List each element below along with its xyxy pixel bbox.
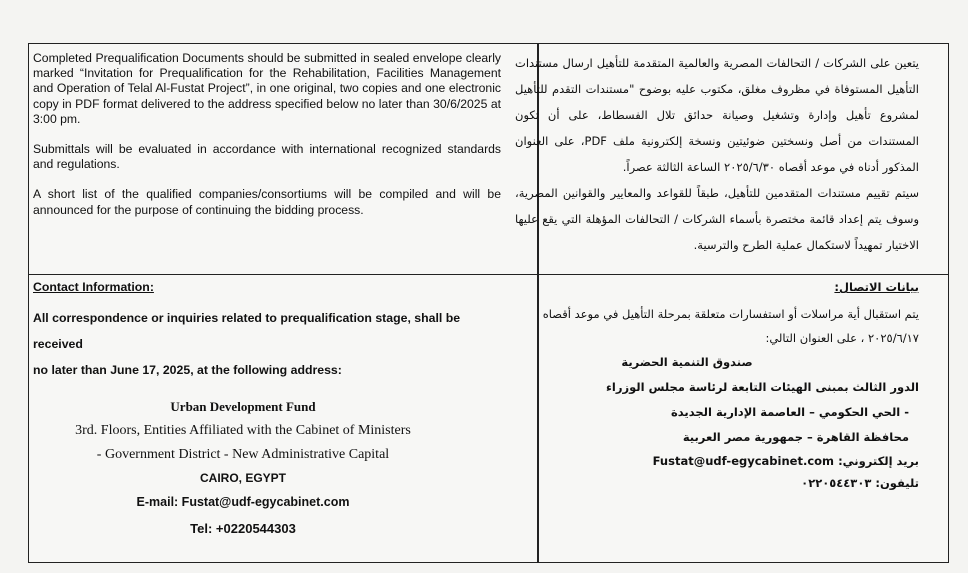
arabic-email-line <box>515 454 919 468</box>
arabic-email-address: Fustat@udf-egycabinet.com <box>652 454 835 468</box>
address-fund-name: Urban Development Fund <box>170 399 316 414</box>
arabic-address-district: - الحي الحكومي – العاصمة الإدارية الجديدة <box>671 405 909 419</box>
row-divider <box>29 274 948 275</box>
arabic-submission-cell <box>515 50 919 258</box>
english-address-block <box>33 399 453 536</box>
address-district: - Government District - New Administrative Capital <box>96 447 390 462</box>
english-contact-line-2: no later than June 17, 2025, at the following address: <box>33 363 342 377</box>
english-contact-heading: Contact Information: <box>33 280 154 294</box>
english-contact-line-1: All correspondence or inquiries related to prequalification stage, shall be received <box>33 311 461 351</box>
notice-table <box>28 43 949 563</box>
arabic-submission-paragraph: يتعين على الشركات / التحالفات المصرية والعالمية المتقدمة للتأهيل ارسال مستندات التأهيل المستوفاة في مظروف مغلق، مكتوب عليه بوضوح "مستندات التقدم للتأهيل لمشروع تأهيل وإدارة وتشغيل وصيانة حدائق تلال الفسطاط، على أن تكون المستندات من أصل ونسختين ضوئيتين ونسخة إلكترونية ملف PDF، على العنوان المذكور أدناه في موعد أقصاه ٢٠٢٥/٦/٣٠ الساعة الثالثة عصراً. <box>515 56 919 174</box>
english-submission-cell <box>33 51 501 233</box>
address-floor: 3rd. Floors, Entities Affiliated with the Cabinet of Ministers <box>75 423 411 438</box>
arabic-contact-cell <box>515 280 919 490</box>
page-top-margin <box>0 0 968 42</box>
arabic-contact-heading: بيانات الاتصال: <box>834 280 919 294</box>
english-submission-paragraph: Completed Prequalification Documents should be submitted in sealed envelope clearly marked “Invitation for Prequalification for the Rehabilitation, Facilities Management and Operation of Telal Al-Fustat Project”, in one original, two copies and one electronic copy in PDF format delivered to the address specified below no later than 30/6/2025 at 3:00 pm. <box>33 51 501 126</box>
english-contact-cell <box>33 280 501 536</box>
arabic-telephone: تليفون: ٠٢٢٠٥٤٤٣٠٣ <box>801 476 919 490</box>
english-evaluation-paragraph: Submittals will be evaluated in accordance with international recognized standards and regulations. <box>33 142 501 172</box>
arabic-email-label: بريد إلكتروني: <box>838 454 919 468</box>
arabic-contact-text: يتم استقبال أية مراسلات أو استفسارات متعلقة بمرحلة التأهيل في موعد أقصاه ٢٠٢٥/٦/١٧ ، على العنوان التالي: <box>542 307 919 345</box>
arabic-evaluation-paragraph: سيتم تقييم مستندات المتقدمين للتأهيل، طبقاً للقواعد والمعايير والقوانين المصرية، وسوف يتم إعداد قائمة مختصرة بأسماء الشركات / التحالفات المؤهلة التي يقع عليها الاختيار تمهيداً لاستكمال عملية الطرح والترسية. <box>515 186 919 252</box>
english-telephone: Tel: +0220544303 <box>190 521 296 536</box>
arabic-address-governorate: محافظة القاهرة – جمهورية مصر العربية <box>682 430 909 444</box>
english-email: E-mail: Fustat@udf-egycabinet.com <box>136 495 350 509</box>
arabic-address-fund: صندوق التنمية الحضرية <box>621 355 753 369</box>
address-city: CAIRO, EGYPT <box>199 471 286 485</box>
arabic-address-floor: الدور الثالث بمبنى الهيئات التابعة لرئاسة مجلس الوزراء <box>606 380 919 394</box>
english-shortlist-paragraph: A short list of the qualified companies/consortiums will be compiled and will be announced for the purpose of continuing the bidding process. <box>33 187 501 217</box>
